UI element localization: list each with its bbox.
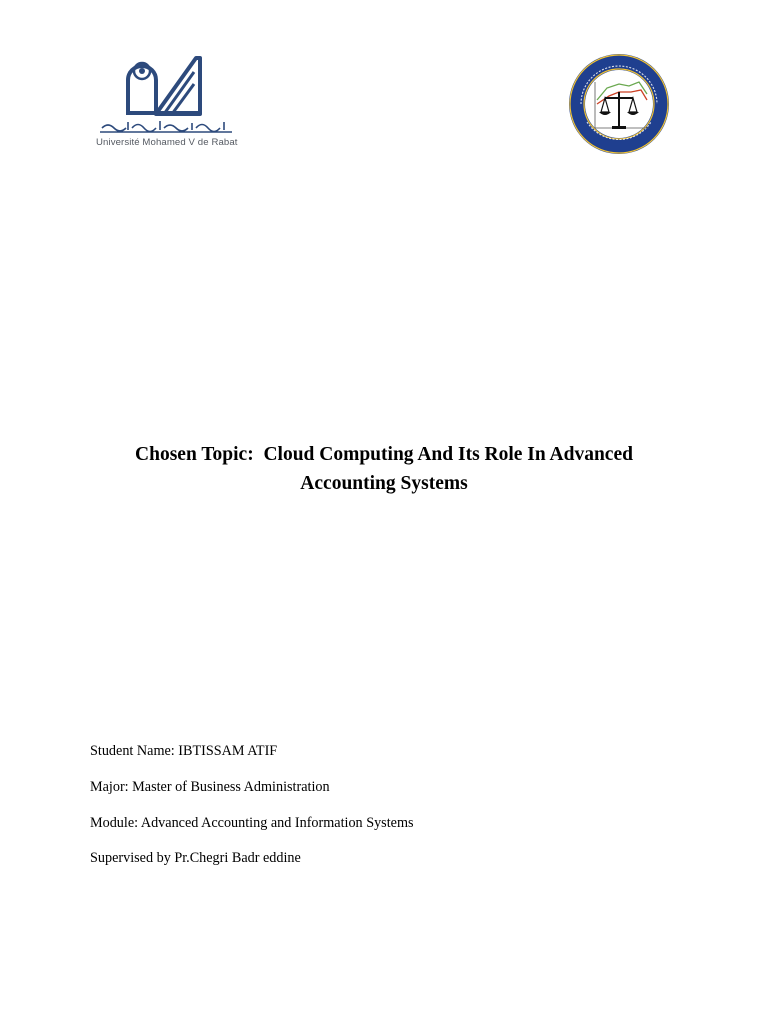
title-line-1: Chosen Topic: Cloud Computing And Its Role In Advanced <box>135 444 633 465</box>
university-emblem-icon <box>96 54 236 116</box>
title-line-2: Accounting Systems <box>300 473 468 494</box>
document-title <box>84 440 684 498</box>
major-line: Major: Master of Business Administration <box>90 779 330 795</box>
student-name-line: Student Name: IBTISSAM ATIF <box>90 743 278 759</box>
supervisor-line: Supervised by Pr.Chegri Badr eddine <box>90 850 301 866</box>
university-logo <box>96 54 236 152</box>
faculty-seal <box>567 52 671 156</box>
module-line: Module: Advanced Accounting and Information Systems <box>90 815 414 831</box>
arabic-caption <box>98 118 234 134</box>
university-caption: Université Mohamed V de Rabat <box>96 137 238 148</box>
scales-of-justice-seal-icon <box>567 52 671 156</box>
